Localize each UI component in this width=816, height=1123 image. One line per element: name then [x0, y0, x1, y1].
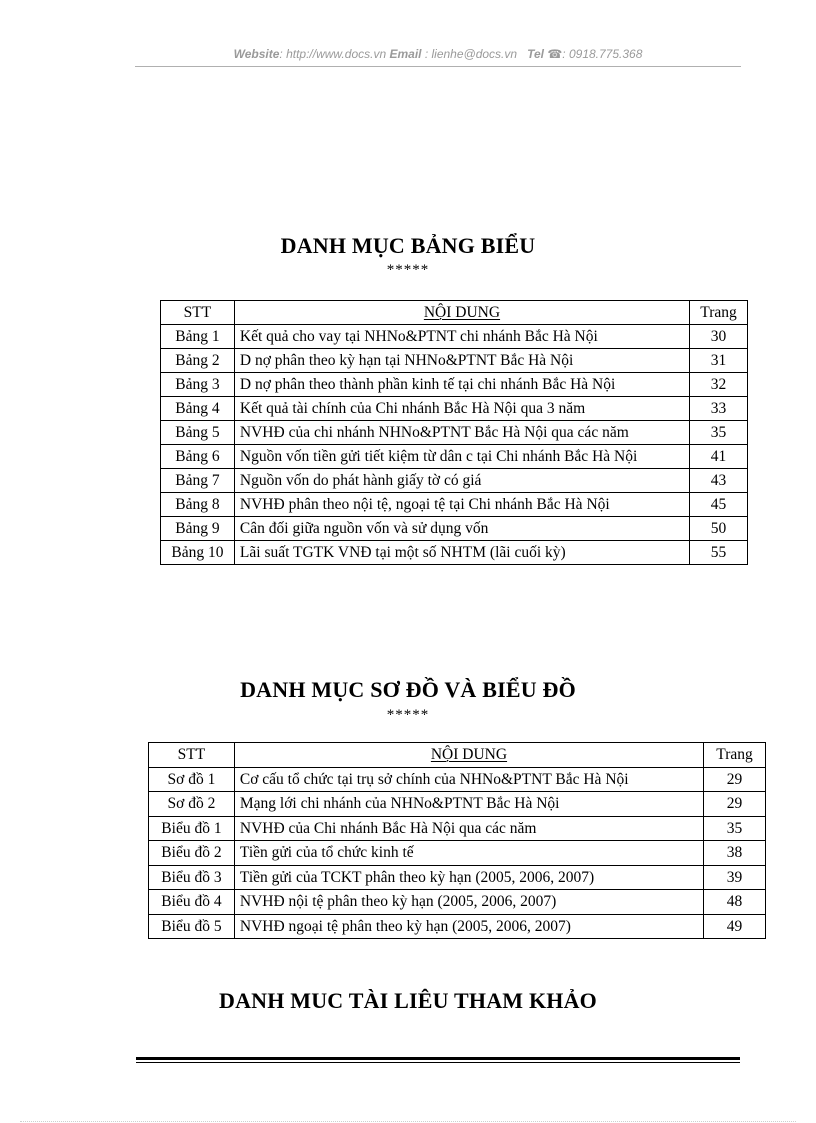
- row-stt: Sơ đồ 1: [149, 767, 235, 792]
- tel-label: Tel: [527, 47, 544, 61]
- page-header: Website: http://www.docs.vn Email : lienhe@docs.vn Tel ☎: 0918.775.368: [233, 47, 643, 61]
- row-content: NVHĐ phân theo nội tệ, ngoại tệ tại Chi nhánh Bắc Hà Nội: [234, 493, 689, 517]
- website-label: Website: [233, 47, 280, 61]
- header-divider: [135, 66, 741, 67]
- row-stt: Sơ đồ 2: [149, 792, 235, 817]
- row-page: 30: [690, 325, 748, 349]
- table-row: [161, 445, 748, 469]
- table-row: [149, 914, 766, 939]
- row-content: D nợ phân theo thành phần kinh tế tại chi nhánh Bắc Hà Nội: [234, 373, 689, 397]
- row-content: NVHĐ của chi nhánh NHNo&PTNT Bắc Hà Nội qua các năm: [234, 421, 689, 445]
- table-row: [149, 865, 766, 890]
- row-page: 45: [690, 493, 748, 517]
- row-stt: Bảng 3: [161, 373, 235, 397]
- phone-icon: ☎: [547, 47, 563, 61]
- row-page: 48: [704, 890, 766, 915]
- table-header-row: [149, 743, 766, 768]
- row-page: 39: [704, 865, 766, 890]
- tel-value: 0918.775.368: [568, 47, 643, 61]
- row-content: Nguồn vốn do phát hành giấy tờ có giá: [234, 469, 689, 493]
- table-row: [161, 421, 748, 445]
- footer-divider-thin: [136, 1062, 740, 1063]
- header-stt: STT: [149, 743, 235, 768]
- row-page: 33: [690, 397, 748, 421]
- footer-divider-thick: [136, 1057, 740, 1060]
- row-content: Nguồn vốn tiền gửi tiết kiệm từ dân c tại Chi nhánh Bắc Hà Nội: [234, 445, 689, 469]
- row-stt: Bảng 7: [161, 469, 235, 493]
- row-page: 35: [690, 421, 748, 445]
- section1-title: DANH MỤC BẢNG BIỂU: [280, 233, 536, 258]
- section2-stars: *****: [386, 707, 430, 723]
- email-label: Email: [389, 47, 422, 61]
- row-page: 49: [704, 914, 766, 939]
- row-page: 38: [704, 841, 766, 866]
- section3-title: DANH MUC TÀI LIÊU THAM KHẢO: [218, 988, 597, 1013]
- row-content: Lãi suất TGTK VNĐ tại một số NHTM (lãi cuối kỳ): [234, 541, 689, 565]
- table-row: [161, 493, 748, 517]
- row-stt: Bảng 5: [161, 421, 235, 445]
- table-row: [149, 767, 766, 792]
- row-stt: Biểu đồ 5: [149, 914, 235, 939]
- row-stt: Bảng 1: [161, 325, 235, 349]
- row-page: 29: [704, 767, 766, 792]
- header-content: NỘI DUNG: [234, 743, 703, 768]
- row-page: 55: [690, 541, 748, 565]
- diagrams-list: [148, 742, 766, 939]
- page-bottom-dots: [20, 1121, 796, 1122]
- row-stt: Biểu đồ 2: [149, 841, 235, 866]
- table-row: [149, 890, 766, 915]
- table-header-row: [161, 301, 748, 325]
- row-content: Kết quả cho vay tại NHNo&PTNT chi nhánh Bắc Hà Nội: [234, 325, 689, 349]
- row-stt: Bảng 8: [161, 493, 235, 517]
- row-content: Tiền gửi của tổ chức kinh tế: [234, 841, 703, 866]
- table-row: [161, 469, 748, 493]
- header-page: Trang: [704, 743, 766, 768]
- row-stt: Bảng 2: [161, 349, 235, 373]
- row-content: Tiền gửi của TCKT phân theo kỳ hạn (2005, 2006, 2007): [234, 865, 703, 890]
- table-row: [161, 349, 748, 373]
- table-row: [149, 792, 766, 817]
- table-row: [149, 841, 766, 866]
- section2-title: DANH MỤC SƠ ĐỒ VÀ BIỂU ĐỒ: [240, 677, 576, 702]
- table-row: [161, 517, 748, 541]
- row-content: Kết quả tài chính của Chi nhánh Bắc Hà Nội qua 3 năm: [234, 397, 689, 421]
- section1-stars: *****: [386, 262, 430, 278]
- email-value[interactable]: lienhe@docs.vn: [431, 47, 518, 61]
- table-row: [149, 816, 766, 841]
- row-stt: Biểu đồ 4: [149, 890, 235, 915]
- header-content: NỘI DUNG: [234, 301, 689, 325]
- row-content: Cơ cấu tổ chức tại trụ sở chính của NHNo&PTNT Bắc Hà Nội: [234, 767, 703, 792]
- header-page: Trang: [690, 301, 748, 325]
- row-page: 43: [690, 469, 748, 493]
- row-content: D nợ phân theo kỳ hạn tại NHNo&PTNT Bắc Hà Nội: [234, 349, 689, 373]
- table-row: [161, 373, 748, 397]
- row-stt: Biểu đồ 3: [149, 865, 235, 890]
- row-content: NVHĐ nội tệ phân theo kỳ hạn (2005, 2006, 2007): [234, 890, 703, 915]
- row-stt: Biểu đồ 1: [149, 816, 235, 841]
- row-page: 35: [704, 816, 766, 841]
- row-stt: Bảng 6: [161, 445, 235, 469]
- row-content: NVHĐ ngoại tệ phân theo kỳ hạn (2005, 2006, 2007): [234, 914, 703, 939]
- row-content: NVHĐ của Chi nhánh Bắc Hà Nội qua các năm: [234, 816, 703, 841]
- website-value[interactable]: http://www.docs.vn: [286, 47, 387, 61]
- row-page: 29: [704, 792, 766, 817]
- row-stt: Bảng 9: [161, 517, 235, 541]
- row-content: Mạng lới chi nhánh của NHNo&PTNT Bắc Hà Nội: [234, 792, 703, 817]
- table-row: [161, 325, 748, 349]
- table-row: [161, 397, 748, 421]
- row-page: 50: [690, 517, 748, 541]
- row-page: 32: [690, 373, 748, 397]
- tables-list: [160, 300, 748, 565]
- table-row: [161, 541, 748, 565]
- row-page: 41: [690, 445, 748, 469]
- row-stt: Bảng 4: [161, 397, 235, 421]
- row-page: 31: [690, 349, 748, 373]
- row-content: Cân đối giữa nguồn vốn và sử dụng vốn: [234, 517, 689, 541]
- row-stt: Bảng 10: [161, 541, 235, 565]
- header-stt: STT: [161, 301, 235, 325]
